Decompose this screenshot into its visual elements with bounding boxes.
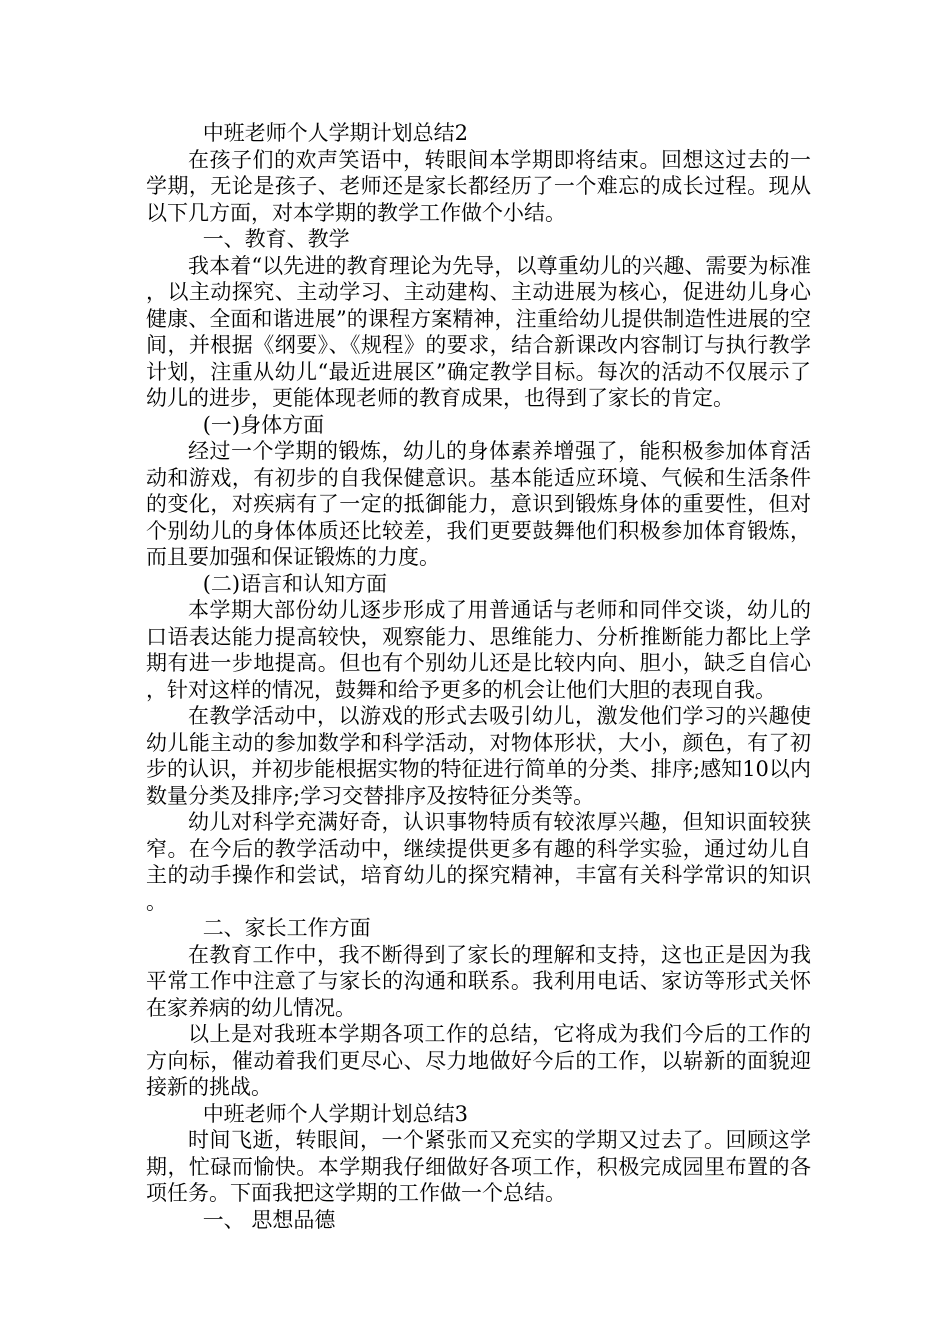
paragraph: 在教学活动中，以游戏的形式去吸引幼儿，激发他们学习的兴趣使幼儿能主动的参加数学和科学活动，对物体形状，大小，颜色，有了初步的认识，并初步能根据实物的特征进行简单的分类、排序;感知10以内数量分类及排序;学习交替排序及按特征分类等。 xyxy=(146,704,811,808)
paragraph: 幼儿对科学充满好奇，认识事物特质有较浓厚兴趣，但知识面较狭窄。在今后的教学活动中，继续提供更多有趣的科学实验，通过幼儿自主的动手操作和尝试，培育幼儿的探究精神，丰富有关科学常识的知识。 xyxy=(146,810,811,914)
paragraph: 在教育工作中，我不断得到了家长的理解和支持，这也正是因为我平常工作中注意了与家长的沟通和联系。我利用电话、家访等形式关怀在家养病的幼儿情况。 xyxy=(146,942,811,1020)
paragraph: 我本着“以先进的教育理论为先导，以尊重幼儿的兴趣、需要为标准，以主动探究、主动学习、主动建构、主动进展为核心，促进幼儿身心健康、全面和谐进展”的课程方案精神，注重给幼儿提供制造性进展的空间，并根据《纲要》、《规程》的要求，结合新课改内容制订与执行教学计划，注重从幼儿“最近进展区”确定教学目标。每次的活动不仅展示了幼儿的进步，更能体现老师的教育成果，也得到了家长的肯定。 xyxy=(146,253,811,410)
paragraph: 经过一个学期的锻炼，幼儿的身体素养增强了，能积极参加体育活动和游戏，有初步的自我保健意识。基本能适应环境、气候和生活条件的变化，对疾病有了一定的抵御能力，意识到锻炼身体的重要性，但对个别幼儿的身体体质还比较差，我们更要鼓舞他们积极参加体育锻炼，而且要加强和保证锻炼的力度。 xyxy=(146,439,811,569)
section-heading: 一、 思想品德 xyxy=(202,1207,336,1232)
section-title: 中班老师个人学期计划总结3 xyxy=(202,1101,469,1126)
section-heading: 二、家长工作方面 xyxy=(202,916,371,940)
paragraph: 本学期大部份幼儿逐步形成了用普通话与老师和同伴交谈，幼儿的口语表达能力提高较快，观察能力、思维能力、分析推断能力都比上学期有进一步地提高。但也有个别幼儿还是比较内向、胆小，缺乏自信心，针对这样的情况，鼓舞和给予更多的机会让他们大胆的表现自我。 xyxy=(146,598,811,702)
section-title: 中班老师个人学期计划总结2 xyxy=(202,121,469,145)
paragraph: 时间飞逝，转眼间，一个紧张而又充实的学期又过去了。回顾这学期，忙碌而愉快。本学期我仔细做好各项工作，积极完成园里布置的各项任务。下面我把这学期的工作做一个总结。 xyxy=(146,1128,811,1205)
subsection-heading: (一)身体方面 xyxy=(202,412,325,437)
document-body xyxy=(146,120,811,1233)
paragraph: 在孩子们的欢声笑语中，转眼间本学期即将结束。回想这过去的一学期，无论是孩子、老师还是家长都经历了一个难忘的成长过程。现从以下几方面，对本学期的教学工作做个小结。 xyxy=(146,147,811,225)
subsection-heading: (二)语言和认知方面 xyxy=(202,571,388,596)
paragraph: 以上是对我班本学期各项工作的总结，它将成为我们今后的工作的方向标，催动着我们更尽心、尽力地做好今后的工作，以崭新的面貌迎接新的挑战。 xyxy=(146,1022,811,1099)
section-heading: 一、教育、教学 xyxy=(202,227,350,251)
